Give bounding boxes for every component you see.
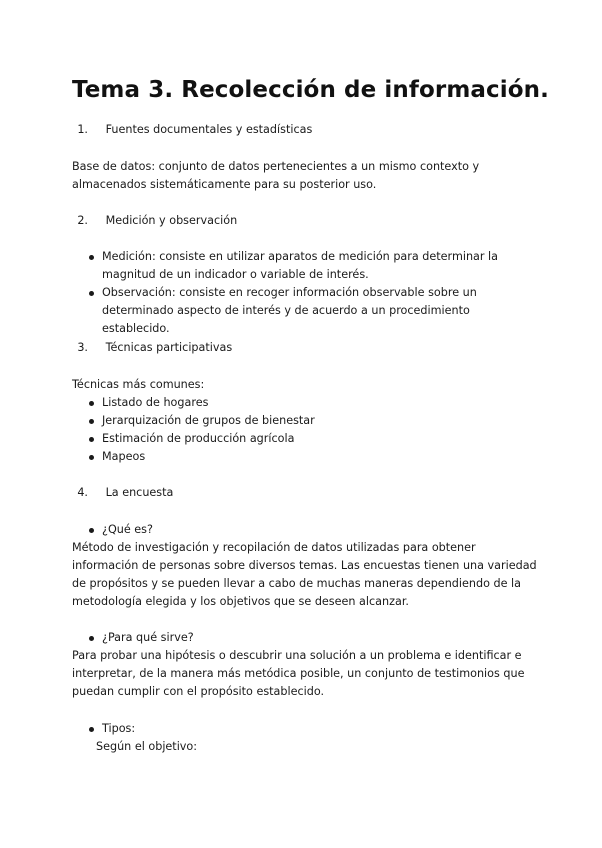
bullet-icon	[89, 401, 94, 406]
section-heading-3	[58, 339, 232, 357]
base-datos-paragraph: Base de datos: conjunto de datos pertenecientes a un mismo contexto y almacenados sistemáticamente para su posterior uso.	[72, 160, 480, 191]
section-heading-4	[58, 484, 173, 502]
list-item: Listado de hogares	[72, 394, 542, 412]
para-que-bullet	[72, 629, 542, 647]
section-number: 3.	[77, 341, 88, 354]
bullet-icon	[89, 727, 94, 732]
list-item: Medición: consiste en utilizar aparatos de medición para determinar la magnitud de un indicador o variable de interés.	[72, 248, 512, 284]
que-es-bullet	[72, 521, 542, 539]
list-item: ¿Para qué sirve?	[72, 629, 542, 647]
section-number: 4.	[77, 486, 88, 499]
list-item: Mapeos	[72, 448, 542, 466]
bullet-icon	[89, 255, 94, 260]
bullet-icon	[89, 636, 94, 641]
bullet-icon	[89, 455, 94, 460]
tecnicas-list	[72, 394, 542, 466]
list-item: Observación: consiste en recoger información observable sobre un determinado aspecto de interés y de acuerdo a un procedimiento establecido.	[72, 284, 512, 338]
bullet-icon	[89, 437, 94, 442]
medicion-list	[72, 248, 512, 338]
section-title: Fuentes documentales y estadísticas	[105, 123, 313, 136]
tecnicas-intro: Técnicas más comunes:	[72, 378, 205, 391]
bullet-icon	[89, 291, 94, 296]
section-heading-2	[58, 212, 237, 230]
list-item: ¿Qué es?	[72, 521, 542, 539]
page-title: Tema 3. Recolección de información.	[72, 77, 549, 103]
list-item: Jerarquización de grupos de bienestar	[72, 412, 542, 430]
segun-objetivo-text: Según el objetivo:	[96, 740, 198, 753]
section-title: La encuesta	[105, 486, 174, 499]
para-que-paragraph: Para probar una hipótesis o descubrir una solución a un problema e identificar e interpretar, de la manera más metódica posible, un conjunto de testimonios que puedan cumplir con el propósito establecido.	[72, 649, 525, 698]
section-number: 1.	[77, 123, 88, 136]
list-item: Estimación de producción agrícola	[72, 430, 542, 448]
section-heading-1	[58, 121, 312, 139]
section-title: Medición y observación	[105, 214, 238, 227]
section-number: 2.	[77, 214, 88, 227]
que-es-paragraph: Método de investigación y recopilación de datos utilizadas para obtener información de personas sobre diversos temas. Las encuestas tienen una variedad de propósitos y se pueden llevar a cabo de muchas maneras dependiendo de la metodología elegida y los objetivos que se deseen alcanzar.	[72, 541, 537, 608]
section-title: Técnicas participativas	[105, 341, 233, 354]
tipos-bullet	[72, 720, 542, 738]
list-item: Tipos:	[72, 720, 542, 738]
bullet-icon	[89, 528, 94, 533]
bullet-icon	[89, 419, 94, 424]
